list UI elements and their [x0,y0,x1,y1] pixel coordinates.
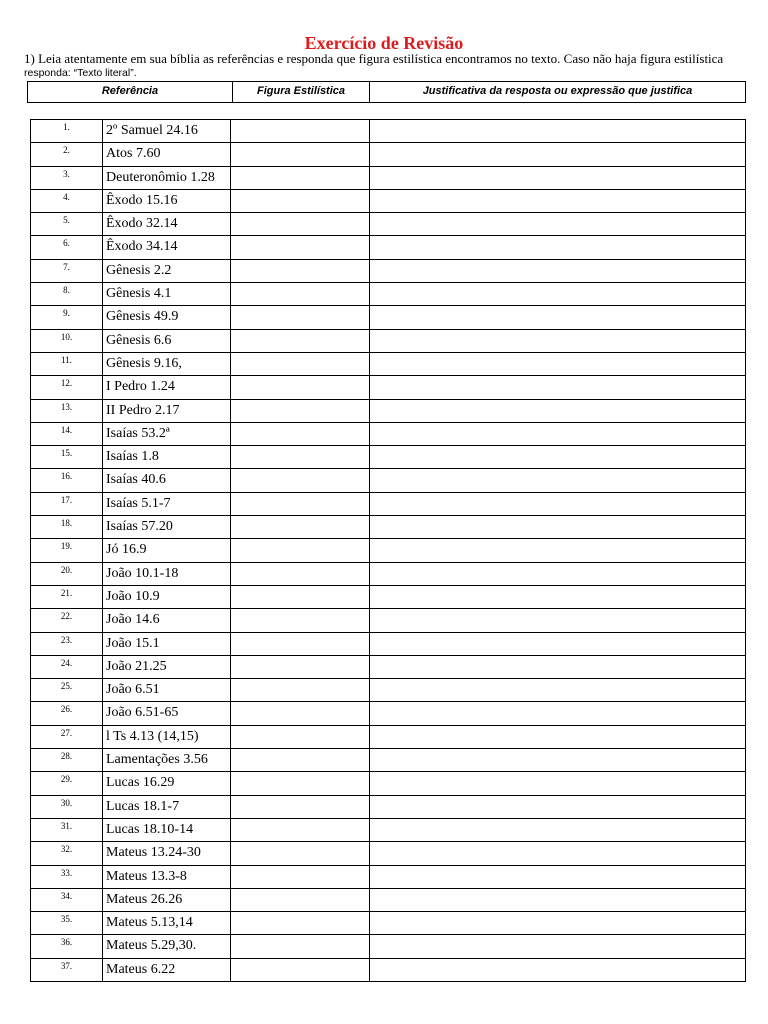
table-row [31,143,746,166]
row-figure-answer-cell[interactable] [231,609,370,632]
row-reference: I Pedro 1.24 [103,376,231,399]
row-justification-answer-cell[interactable] [370,842,746,865]
table-row [31,189,746,212]
row-reference: Êxodo 15.16 [103,189,231,212]
table-row [31,492,746,515]
row-figure-answer-cell[interactable] [231,306,370,329]
row-justification-answer-cell[interactable] [370,306,746,329]
row-figure-answer-cell[interactable] [231,585,370,608]
row-reference: Gênesis 49.9 [103,306,231,329]
row-number: 7. [31,259,103,282]
row-number: 37. [31,958,103,981]
row-reference: Deuteronômio 1.28 [103,166,231,189]
row-figure-answer-cell[interactable] [231,376,370,399]
row-reference: Lamentações 3.56 [103,749,231,772]
row-figure-answer-cell[interactable] [231,539,370,562]
row-figure-answer-cell[interactable] [231,259,370,282]
row-reference: Mateus 13.24-30 [103,842,231,865]
row-number: 11. [31,352,103,375]
table-row [31,562,746,585]
row-number: 9. [31,306,103,329]
row-number: 31. [31,818,103,841]
table-row [31,399,746,422]
row-figure-answer-cell[interactable] [231,912,370,935]
row-justification-answer-cell[interactable] [370,399,746,422]
table-row [31,352,746,375]
row-justification-answer-cell[interactable] [370,376,746,399]
row-figure-answer-cell[interactable] [231,120,370,143]
table-row [31,842,746,865]
row-reference: Isaías 57.20 [103,516,231,539]
row-figure-answer-cell[interactable] [231,818,370,841]
row-figure-answer-cell[interactable] [231,189,370,212]
row-number: 32. [31,842,103,865]
table-row [31,259,746,282]
row-number: 21. [31,585,103,608]
row-number: 16. [31,469,103,492]
header-table [27,81,746,103]
row-figure-answer-cell[interactable] [231,842,370,865]
row-justification-answer-cell[interactable] [370,516,746,539]
row-reference: Lucas 18.10-14 [103,818,231,841]
table-row [31,306,746,329]
table-row [31,213,746,236]
row-justification-answer-cell[interactable] [370,329,746,352]
row-reference: Mateus 5.29,30. [103,935,231,958]
table-row [31,376,746,399]
table-row [31,469,746,492]
row-number: 18. [31,516,103,539]
row-justification-answer-cell[interactable] [370,609,746,632]
row-reference: Isaías 5.1-7 [103,492,231,515]
row-number: 33. [31,865,103,888]
row-figure-answer-cell[interactable] [231,679,370,702]
row-number: 28. [31,749,103,772]
table-row [31,818,746,841]
table-row [31,958,746,981]
row-number: 1. [31,120,103,143]
row-reference: Isaías 53.2ª [103,422,231,445]
row-reference: Gênesis 2.2 [103,259,231,282]
row-justification-answer-cell[interactable] [370,236,746,259]
row-number: 25. [31,679,103,702]
row-reference: Mateus 13.3-8 [103,865,231,888]
row-justification-answer-cell[interactable] [370,120,746,143]
row-figure-answer-cell[interactable] [231,492,370,515]
header-justification: Justificativa da resposta ou expressão que justifica [370,82,746,103]
row-reference: João 6.51 [103,679,231,702]
row-figure-answer-cell[interactable] [231,562,370,585]
row-figure-answer-cell[interactable] [231,749,370,772]
row-reference: Lucas 16.29 [103,772,231,795]
row-number: 23. [31,632,103,655]
table-row [31,120,746,143]
row-number: 13. [31,399,103,422]
row-reference: II Pedro 2.17 [103,399,231,422]
row-reference: Isaías 1.8 [103,446,231,469]
row-number: 27. [31,725,103,748]
row-justification-answer-cell[interactable] [370,352,746,375]
row-figure-answer-cell[interactable] [231,702,370,725]
row-justification-answer-cell[interactable] [370,166,746,189]
row-number: 10. [31,329,103,352]
table-row [31,725,746,748]
row-number: 29. [31,772,103,795]
row-reference: João 14.6 [103,609,231,632]
row-figure-answer-cell[interactable] [231,655,370,678]
row-number: 35. [31,912,103,935]
row-number: 20. [31,562,103,585]
row-number: 22. [31,609,103,632]
row-figure-answer-cell[interactable] [231,888,370,911]
row-reference: João 21.25 [103,655,231,678]
row-justification-answer-cell[interactable] [370,259,746,282]
row-justification-answer-cell[interactable] [370,446,746,469]
row-number: 6. [31,236,103,259]
row-figure-answer-cell[interactable] [231,446,370,469]
row-reference: João 10.9 [103,585,231,608]
row-justification-answer-cell[interactable] [370,492,746,515]
row-reference: Êxodo 32.14 [103,213,231,236]
row-justification-answer-cell[interactable] [370,632,746,655]
row-figure-answer-cell[interactable] [231,213,370,236]
row-justification-answer-cell[interactable] [370,562,746,585]
row-reference: Gênesis 6.6 [103,329,231,352]
row-figure-answer-cell[interactable] [231,166,370,189]
row-reference: João 6.51-65 [103,702,231,725]
row-justification-answer-cell[interactable] [370,795,746,818]
table-row [31,912,746,935]
row-number: 15. [31,446,103,469]
instructions-line-1: 1) Leia atentamente em sua bíblia as referências e responda que figura estilística encontramos no texto. Caso não haja figura estilística [24,51,724,66]
row-figure-answer-cell[interactable] [231,236,370,259]
row-reference: Atos 7.60 [103,143,231,166]
row-figure-answer-cell[interactable] [231,935,370,958]
row-number: 24. [31,655,103,678]
row-number: 17. [31,492,103,515]
row-justification-answer-cell[interactable] [370,585,746,608]
row-number: 3. [31,166,103,189]
row-justification-answer-cell[interactable] [370,888,746,911]
row-figure-answer-cell[interactable] [231,283,370,306]
instructions-line-2: responda: “Texto literal”. [24,67,137,79]
table-row [31,422,746,445]
row-figure-answer-cell[interactable] [231,725,370,748]
row-number: 30. [31,795,103,818]
table-row [31,749,746,772]
row-number: 4. [31,189,103,212]
row-figure-answer-cell[interactable] [231,399,370,422]
header-row [28,82,746,103]
row-figure-answer-cell[interactable] [231,865,370,888]
row-reference: Mateus 26.26 [103,888,231,911]
table-row [31,329,746,352]
row-justification-answer-cell[interactable] [370,772,746,795]
row-justification-answer-cell[interactable] [370,958,746,981]
row-justification-answer-cell[interactable] [370,422,746,445]
row-justification-answer-cell[interactable] [370,818,746,841]
table-row [31,772,746,795]
row-figure-answer-cell[interactable] [231,329,370,352]
row-number: 12. [31,376,103,399]
row-reference: Gênesis 4.1 [103,283,231,306]
row-number: 26. [31,702,103,725]
row-justification-answer-cell[interactable] [370,283,746,306]
row-justification-answer-cell[interactable] [370,655,746,678]
table-row [31,283,746,306]
table-row [31,609,746,632]
row-reference: Lucas 18.1-7 [103,795,231,818]
row-number: 36. [31,935,103,958]
row-justification-answer-cell[interactable] [370,539,746,562]
row-reference: Mateus 5.13,14 [103,912,231,935]
row-number: 19. [31,539,103,562]
row-reference: 2º Samuel 24.16 [103,120,231,143]
row-justification-answer-cell[interactable] [370,935,746,958]
row-reference: Isaías 40.6 [103,469,231,492]
table-row [31,679,746,702]
row-justification-answer-cell[interactable] [370,143,746,166]
header-reference: Referência [28,82,233,103]
row-justification-answer-cell[interactable] [370,469,746,492]
table-row [31,516,746,539]
row-justification-answer-cell[interactable] [370,189,746,212]
row-number: 5. [31,213,103,236]
row-justification-answer-cell[interactable] [370,213,746,236]
row-figure-answer-cell[interactable] [231,352,370,375]
row-number: 14. [31,422,103,445]
row-justification-answer-cell[interactable] [370,749,746,772]
row-figure-answer-cell[interactable] [231,143,370,166]
row-reference: Mateus 6.22 [103,958,231,981]
table-row [31,539,746,562]
row-justification-answer-cell[interactable] [370,679,746,702]
table-row [31,655,746,678]
table-row [31,888,746,911]
row-figure-answer-cell[interactable] [231,469,370,492]
row-justification-answer-cell[interactable] [370,702,746,725]
row-reference: Jó 16.9 [103,539,231,562]
exercise-table [30,119,746,982]
row-figure-answer-cell[interactable] [231,958,370,981]
row-reference: l Ts 4.13 (14,15) [103,725,231,748]
table-row [31,865,746,888]
row-reference: Êxodo 34.14 [103,236,231,259]
row-reference: Gênesis 9.16, [103,352,231,375]
row-number: 34. [31,888,103,911]
row-figure-answer-cell[interactable] [231,516,370,539]
row-justification-answer-cell[interactable] [370,865,746,888]
table-row [31,702,746,725]
row-figure-answer-cell[interactable] [231,422,370,445]
instructions [24,52,752,80]
row-figure-answer-cell[interactable] [231,795,370,818]
table-row [31,795,746,818]
table-row [31,166,746,189]
row-figure-answer-cell[interactable] [231,632,370,655]
row-reference: João 10.1-18 [103,562,231,585]
exercise-table-body [31,120,746,982]
document-title: Exercício de Revisão [304,33,464,53]
table-row [31,632,746,655]
header-figure: Figura Estilística [233,82,370,103]
table-row [31,236,746,259]
row-justification-answer-cell[interactable] [370,725,746,748]
row-justification-answer-cell[interactable] [370,912,746,935]
row-reference: João 15.1 [103,632,231,655]
row-number: 2. [31,143,103,166]
row-figure-answer-cell[interactable] [231,772,370,795]
table-row [31,585,746,608]
table-row [31,935,746,958]
row-number: 8. [31,283,103,306]
table-row [31,446,746,469]
